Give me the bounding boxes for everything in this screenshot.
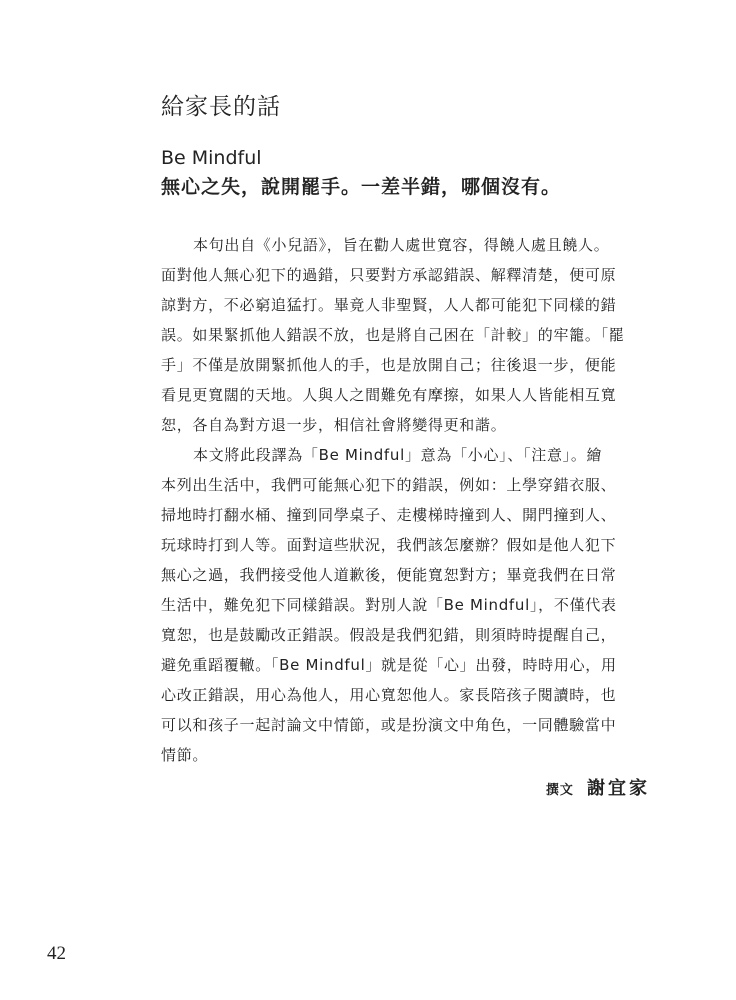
page-number: 42 (47, 943, 66, 964)
text-line: 本列出生活中，我們可能無心犯下的錯誤，例如：上學穿錯衣服、 (161, 476, 617, 494)
text-line: 本句出自《小兒語》，旨在勸人處世寬容，得饒人處且饒人。 (193, 236, 610, 254)
text-line: 掃地時打翻水桶、撞到同學桌子、走樓梯時撞到人、開門撞到人、 (161, 506, 617, 524)
text-line: 面對他人無心犯下的過錯，只要對方承認錯誤、解釋清楚，便可原 (161, 266, 617, 284)
text-line: 本文將此段譯為「Be Mindful」意為「小心」、「注意」。繪 (193, 446, 603, 464)
text-line: 情節。 (161, 746, 209, 764)
subtitle-english: Be Mindful (161, 147, 262, 169)
page-title: 給家長的話 (161, 94, 281, 120)
text-line: 心改正錯誤，用心為他人，用心寬恕他人。家長陪孩子閱讀時，也 (161, 686, 617, 704)
text-line: 寬恕，也是鼓勵改正錯誤。假設是我們犯錯，則須時時提醒自己， (161, 626, 617, 644)
text-line: 手」不僅是放開緊抓他人的手，也是放開自己；往後退一步，便能 (161, 356, 617, 374)
body-text (161, 230, 656, 770)
text-line: 可以和孩子一起討論文中情節，或是扮演文中角色，一同體驗當中 (161, 716, 617, 734)
paragraph-2 (161, 440, 656, 770)
author-label: 撰文 (545, 783, 574, 798)
text-line: 恕，各自為對方退一步，相信社會將變得更和諧。 (161, 416, 507, 434)
author-name: 謝宜家 (587, 778, 650, 799)
text-line: 看見更寬闊的天地。人與人之間難免有摩擦，如果人人皆能相互寬 (161, 386, 617, 404)
text-line: 避免重蹈覆轍。「Be Mindful」就是從「心」出發，時時用心，用 (161, 656, 617, 674)
subtitle-chinese: 無心之失，說開罷手。一差半錯，哪個沒有。 (161, 176, 562, 198)
text-line: 生活中，難免犯下同樣錯誤。對別人說「Be Mindful」，不僅代表 (161, 596, 617, 614)
text-line: 無心之過，我們接受他人道歉後，便能寬恕對方；畢竟我們在日常 (161, 566, 617, 584)
text-line: 玩球時打到人等。面對這些狀況，我們該怎麼辦？假如是他人犯下 (161, 536, 617, 554)
author-credit (546, 774, 650, 800)
paragraph-1 (161, 230, 656, 440)
text-line: 誤。如果緊抓他人錯誤不放，也是將自己困在「計較」的牢籠。「罷 (161, 326, 625, 344)
text-line: 諒對方，不必窮追猛打。畢竟人非聖賢，人人都可能犯下同樣的錯 (161, 296, 617, 314)
